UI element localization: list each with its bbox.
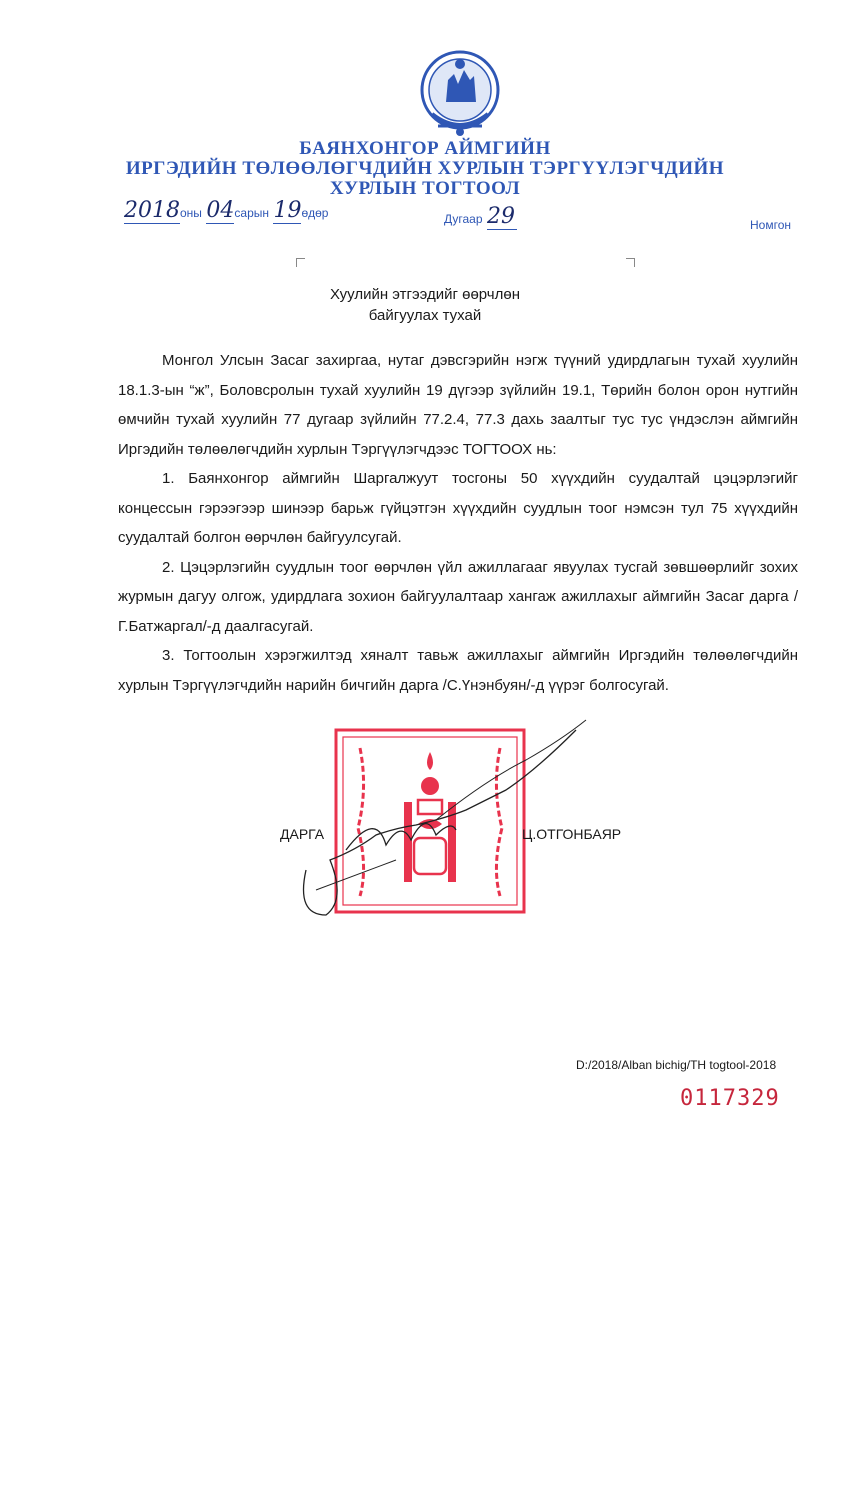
- header-line-2: ИРГЭДИЙН ТӨЛӨӨЛӨГЧДИЙН ХУРЛЫН ТЭРГҮҮЛЭГЧДИЙН: [125, 158, 725, 179]
- date-field: [124, 198, 328, 232]
- resolution-item-3: 3. Тогтоолын хэрэгжилтэд хяналт тавьж ажиллахыг аймгийн Иргэдийн төлөөлөгчдийн хурлын Тэргүүлэгчдийн нарийн бичгийн дарга /С.Үнэнбуян/-д үүрэг болгосугай.: [118, 647, 798, 694]
- subject-line-1: Хуулийн этгээдийг өөрчлөн: [330, 286, 520, 303]
- preamble-paragraph: Монгол Улсын Засаг захиргаа, нутаг дэвсгэрийн нэгж түүний удирдлагын тухай хуулийн 18.1.3-ын “ж”, Боловсролын тухай хуулийн 19 дүгээр зүйлийн 19.1, Төрийн болон орон нутгийн өмчийн тухай хуулийн 77 дугаар зүйлийн 77.2.4, 77.3 дахь заалтыг тус тус үндэслэн аймгийн Иргэдийн төлөөлөгчдийн хурлын Тэргүүлэгчдээс ТОГТООХ нь:: [118, 352, 798, 458]
- header-line-3: ХУРЛЫН ТОГТООЛ: [329, 178, 521, 199]
- date-month-suffix: сарын: [234, 206, 269, 220]
- header-line-1: БАЯНХОНГОР АЙМГИЙН: [299, 138, 551, 159]
- number-label: Дугаар: [444, 212, 483, 226]
- state-emblem-icon: [418, 40, 502, 140]
- date-month: 04: [206, 198, 235, 223]
- document-number: 29: [486, 204, 515, 229]
- resolution-item-1: 1. Баянхонгор аймгийн Шаргалжуут тосгоны 50 хүүхдийн суудалтай цэцэрлэгийг концессын гэрээгээр шинээр барьж гүйцэтгэн хүүхдийн суудлын тоог нэмсэн тул 75 хүүхдийн суудалтай болгон өөрчлөн байгуулсугай.: [118, 470, 798, 546]
- handwritten-signature-icon: [286, 700, 616, 930]
- date-day-suffix: өдөр: [301, 206, 329, 220]
- corner-mark-right: [626, 258, 635, 267]
- date-day: 19: [273, 198, 302, 223]
- place-name: Номгон: [750, 218, 792, 232]
- resolution-item-2: 2. Цэцэрлэгийн суудлын тоог өөрчлөн үйл ажиллагааг явуулах тусгай зөвшөөрлийг зохих журмын дагуу олгож, удирдлага зохион байгуулалтаар хангаж ажиллахыг аймгийн Засаг дарга /Г.Батжаргал/-д даалгасугай.: [118, 558, 798, 635]
- signatory-name: Ц.ОТГОНБАЯР: [522, 826, 622, 842]
- date-year-suffix: оны: [180, 206, 202, 220]
- corner-mark-left: [296, 258, 305, 267]
- file-path: D:/2018/Alban bichig/TH togtool-2018: [576, 1058, 777, 1072]
- date-year: 2018: [124, 198, 180, 223]
- serial-number: 0117329: [680, 1086, 780, 1111]
- document-body: [118, 346, 798, 700]
- number-field: [444, 204, 517, 230]
- subject-line-2: байгуулах тухай: [368, 307, 482, 324]
- signatory-title: ДАРГА: [280, 826, 325, 842]
